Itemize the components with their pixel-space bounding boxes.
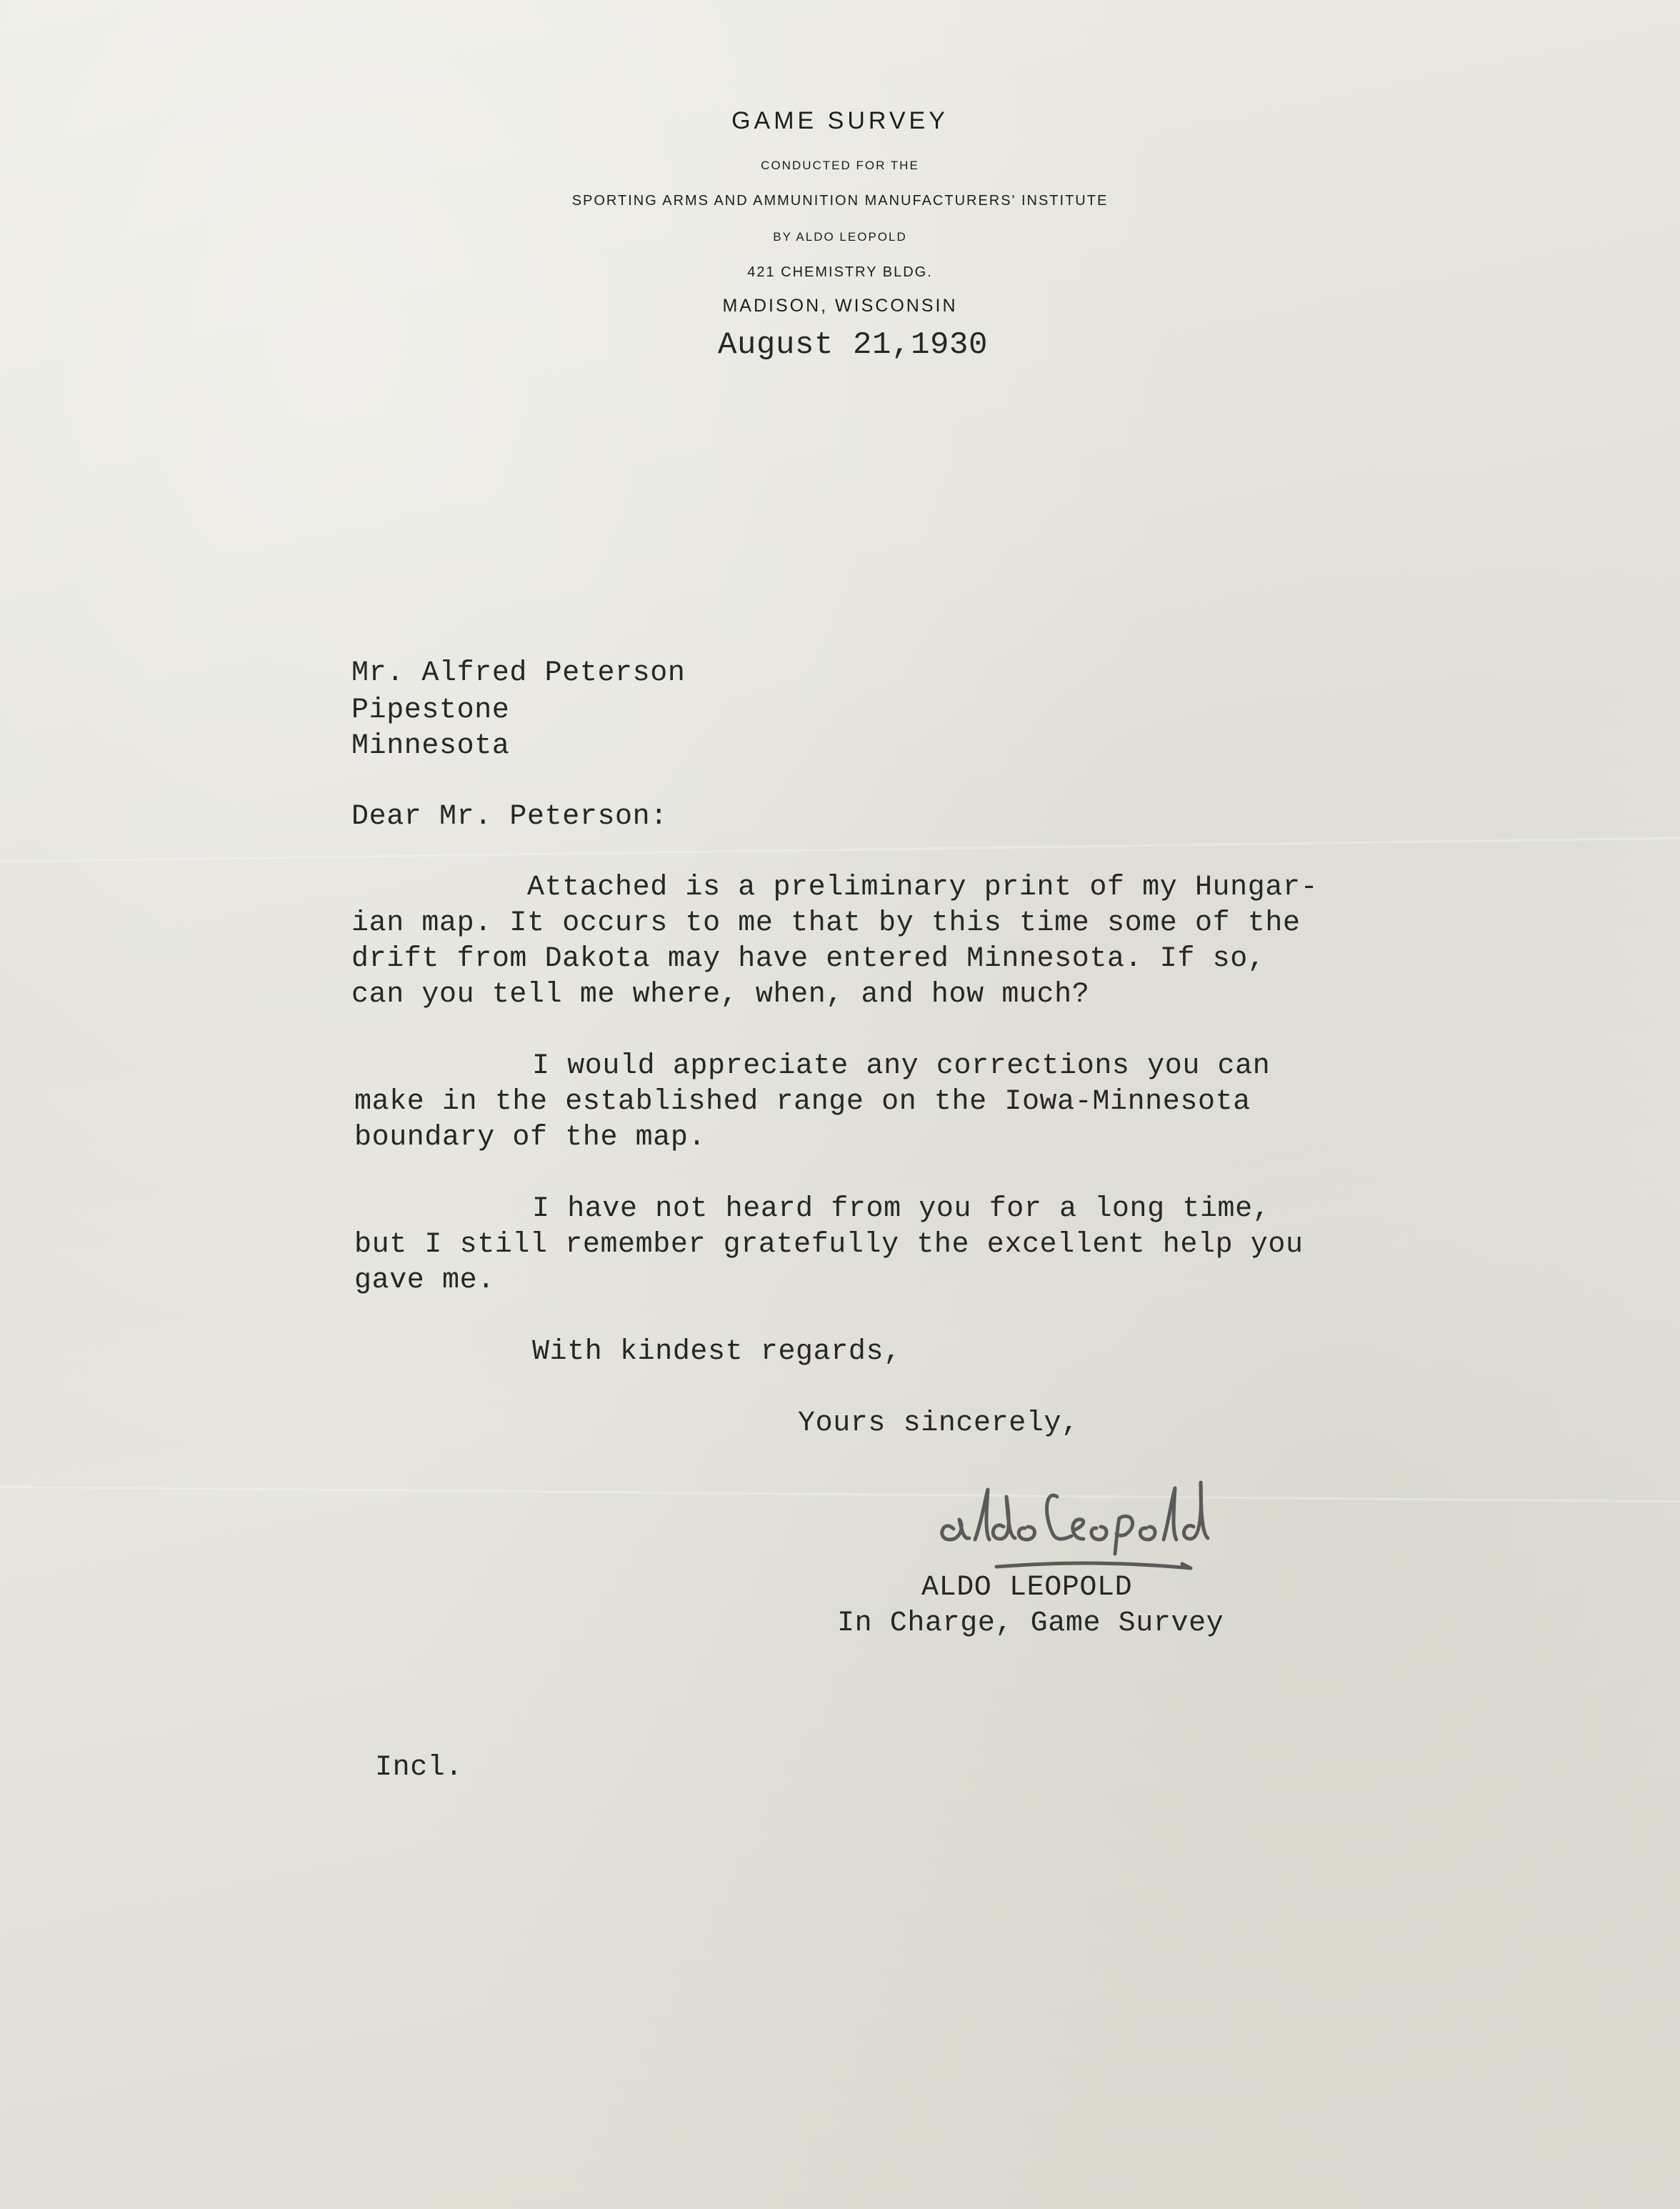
body-line: drift from Dakota may have entered Minnesota. If so, [351,943,1266,975]
letterhead-institute: SPORTING ARMS AND AMMUNITION MANUFACTURERS' INSTITUTE [571,193,1109,209]
body-line: boundary of the map. [354,1122,706,1154]
handwritten-signature [925,1468,1225,1575]
enclosure-note: Incl. [375,1752,464,1784]
letterhead-author: BY ALDO LEOPOLD [773,230,907,244]
signer-name: ALDO LEOPOLD [921,1572,1133,1604]
letterhead-address: 421 CHEMISTRY BLDG. [747,264,933,280]
recipient-city: Pipestone [351,694,510,727]
letter-date: August 21,1930 [718,327,989,363]
regards-line: With kindest regards, [532,1336,901,1368]
body-line: ian map. It occurs to me that by this time some of the [351,907,1301,939]
body-line: I have not heard from you for a long time, [532,1193,1271,1225]
signer-title: In Charge, Game Survey [837,1607,1224,1640]
body-line: make in the established range on the Iowa-Minnesota [354,1086,1251,1118]
body-line: Attached is a preliminary print of my Hungar- [527,872,1319,904]
recipient-state: Minnesota [351,730,510,762]
salutation: Dear Mr. Peterson: [351,801,668,833]
body-line: I would appreciate any corrections you can [532,1050,1271,1082]
letterhead-city: MADISON, WISCONSIN [722,296,958,316]
letterhead-conducted-for: CONDUCTED FOR THE [761,159,919,172]
crease-line [0,837,1680,863]
body-line: but I still remember gratefully the excellent help you [354,1229,1304,1261]
recipient-name: Mr. Alfred Peterson [351,657,686,689]
letterhead-title: GAME SURVEY [731,107,949,134]
body-line: gave me. [354,1265,495,1297]
closing-line: Yours sincerely, [798,1407,1079,1440]
body-line: can you tell me where, when, and how much? [351,979,1090,1011]
crease-line [0,1486,1680,1503]
